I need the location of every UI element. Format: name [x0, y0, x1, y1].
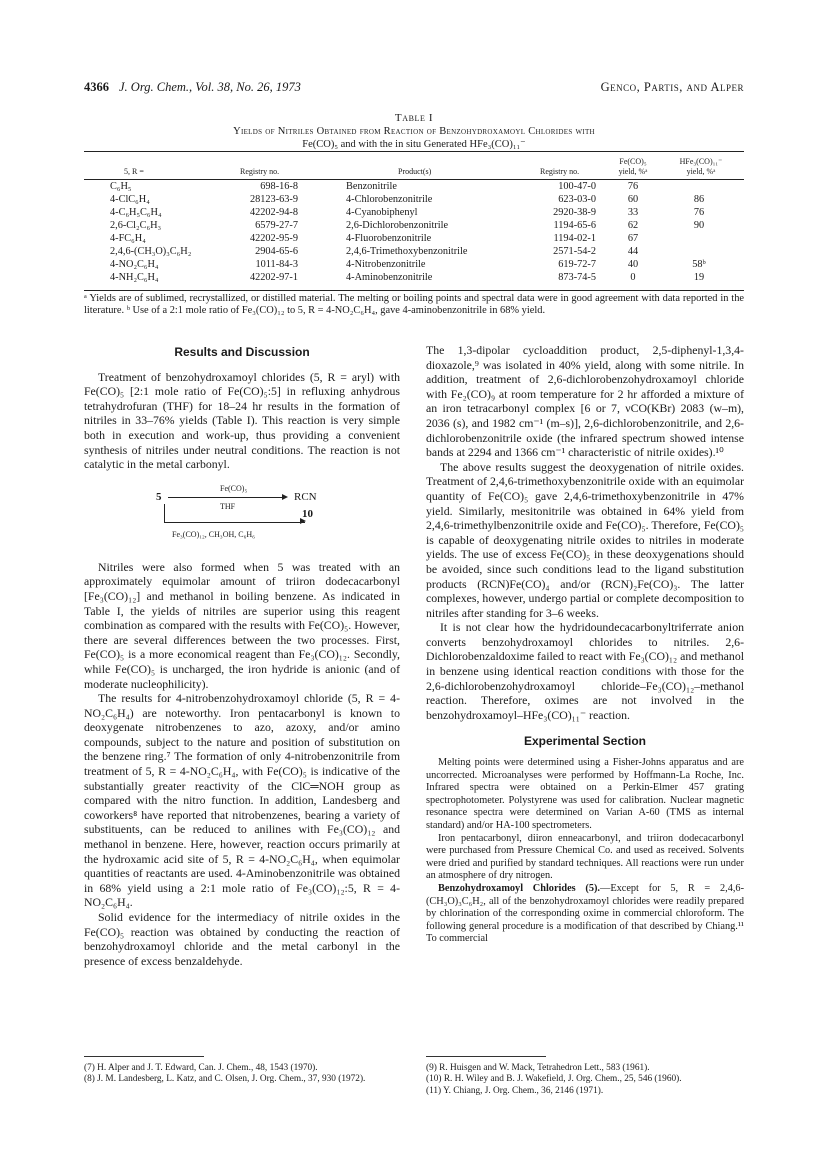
footnote: (9) R. Huisgen and W. Mack, Tetrahedron Lett., 583 (1961). — [426, 1063, 650, 1073]
cell-substituent: 2,6-Cl₂C₆H₃ — [110, 220, 162, 231]
cell-yield-fe-co5: 33 — [627, 207, 639, 218]
cell-substituent: C₆H₅ — [110, 181, 132, 192]
table-top-rule — [84, 151, 744, 152]
footnote: (11) Y. Chiang, J. Org. Chem., 36, 2146 (1971). — [426, 1085, 604, 1096]
header-product: Product(s) — [398, 167, 432, 176]
footnote-rule-left — [84, 1056, 204, 1057]
table-row — [84, 220, 744, 232]
scheme-reagent-bottom: Fe₃(CO)₁₂, CH₃OH, C₆H₆ — [172, 529, 255, 539]
table-bottom-rule — [84, 290, 744, 291]
cell-yield-fe-co5: 44 — [627, 246, 639, 257]
running-head-left — [84, 80, 301, 95]
page-number: 4366 — [84, 80, 109, 94]
table-row — [84, 233, 744, 245]
footnote: (8) J. M. Landesberg, L. Katz, and C. Olsen, J. Org. Chem., 37, 930 (1972). — [84, 1074, 366, 1085]
cell-substituent: 4-FC₆H₄ — [110, 233, 146, 244]
cell-yield-fe-co5: 0 — [630, 272, 636, 283]
cell-registry-2: 100-47-0 — [558, 181, 596, 192]
scheme-solvent: THF — [220, 501, 236, 511]
cell-yield-hfe3: 58ᵇ — [692, 259, 706, 270]
footnote-rule-right — [426, 1056, 546, 1057]
paragraph-body: —Except for 5, R = 2,4,6-(CH₃O)₃C₆H₂, all of the benzohydroxamoyl chlorides were readily prepared by chlorination of the corresponding oxime in commercial chloroform. The following general procedure is a modification of that described by Chiang.¹¹ To commercial — [426, 882, 745, 945]
footnotes-left — [84, 1063, 400, 1086]
cell-substituent: 4-NO₂C₆H₄ — [110, 259, 159, 270]
subheading: Benzohydroxamoyl Chlorides (5). — [438, 882, 601, 894]
cell-registry: 28123-63-9 — [249, 194, 298, 205]
cell-registry: 42202-94-8 — [249, 207, 298, 218]
cell-registry-2: 2920-38-9 — [553, 207, 596, 218]
paragraph — [426, 883, 744, 946]
header-registry-2: Registry no. — [540, 167, 580, 176]
cell-registry-2: 619-72-7 — [558, 259, 596, 270]
cell-registry-2: 1194-65-6 — [553, 220, 596, 231]
cell-registry: 6579-27-7 — [255, 220, 298, 231]
cell-yield-hfe3: 90 — [693, 220, 705, 231]
cell-yield-hfe3: 19 — [693, 272, 705, 283]
header-yield-fe-co5-unit: yield, %ᵃ — [618, 167, 648, 176]
table-title-line-2: Fe(CO)₅ and with the in situ Generated HFe₃(CO)₁₁⁻ — [302, 139, 526, 150]
scheme-product: RCN — [294, 490, 317, 503]
reaction-hook-line-icon — [164, 504, 305, 523]
table-label: Table I — [394, 112, 434, 124]
table-row — [84, 272, 744, 284]
header-substituent: 5, R = — [124, 167, 144, 176]
cell-substituent: 2,4,6-(CH₃O)₃C₆H₂ — [110, 246, 192, 257]
cell-registry: 1011-84-3 — [255, 259, 298, 270]
paragraph: The results for 4-nitrobenzohydroxamoyl chloride (5, R = 4-NO₂C₆H₄) are noteworthy. Iron pentacarbonyl is known to deoxygenate nitrobenzenes to azo, azoxy, and/or amino compounds, subject to the nature and position of substitution on the benzene ring.⁷ The formation of only 4-nitrobenzonitrile from treatment of 5, R = 4-NO₂C₆H₄, with Fe(CO)₅ is indicative of the substantially greater reactivity of the ClC═NOH group as compared with the nitro function. In addition, Landesberg and coworkers⁸ have reported that nitrobenzenes, bearing a variety of substituents, can be reduced to anilines with Fe₃(CO)₁₂ and methanol in benzene. Here, however, reaction occurs primarily at the hydroxamic acid site of 5, R = 4-NO₂C₆H₄, when equimolar quantities of reactants are used. 4-Aminobenzonitrile was obtained in 68% yield using a 2:1 mole ratio of Fe₃(CO)₁₂:5, R = 4-NO₂C₆H₄. — [84, 691, 400, 910]
paragraph: Nitriles were also formed when 5 was treated with an approximately equimolar amount of triiron dodecacarbonyl [Fe₃(CO)₁₂] and methanol in boiling benzene. As indicated in Table I, the yields of nitriles are superior using this reagent combination as compared with the results with Fe(CO)₅. However, there are several differences between the two processes. First, Fe(CO)₅ is a more economical reagent than Fe₃(CO)₁₂. Secondly, while Fe(CO)₅ is uncharged, the iron hydride is anionic (and of moderate nucleophilicity). — [84, 559, 400, 691]
cell-yield-hfe3: 76 — [693, 207, 705, 218]
journal-citation: J. Org. Chem., Vol. 38, No. 26, 1973 — [119, 80, 301, 94]
section-title-experimental: Experimental Section — [523, 734, 647, 749]
paragraph: Solid evidence for the intermediacy of nitrile oxides in the Fe(CO)₅ reaction was obtained by conducting the reaction of benzohydroxamoyl chloride and the metal carbonyl in the presence of excess benzaldehyde. — [84, 910, 400, 968]
section-title-results: Results and Discussion — [174, 345, 310, 359]
paragraph: The 1,3-dipolar cycloaddition product, 2,5-diphenyl-1,3,4-dioxazole,⁹ was isolated in 40% yield, along with some nitrile. In addition, treatment of 2,6-dichlorobenzohydroxamoyl chloride with Fe₂(CO)₉ at room temperature for 2 hr afforded a mixture of an iron tetracarbonyl complex [6 or 7, νCO(KBr) 2083 (w–m), 2036 (s), and 1982 cm⁻¹ (m–s)], 2,6-dichlorobenzonitrile, and 2,6-dichlorobenzonitrile oxide (the infrared spectrum showed intense bands at 2294 and 1366 cm⁻¹ characteristic of nitrile oxides).¹⁰ — [426, 343, 744, 460]
cell-product: 2,6-Dichlorobenzonitrile — [346, 220, 449, 231]
cell-substituent: 4-ClC₆H₄ — [110, 194, 150, 205]
cell-registry: 42202-95-9 — [249, 233, 298, 244]
cell-registry: 698-16-8 — [260, 181, 298, 192]
footnote: (7) H. Alper and J. T. Edward, Can. J. Chem., 48, 1543 (1970). — [84, 1063, 318, 1073]
table-caption — [84, 112, 744, 151]
reaction-arrowhead-icon — [300, 518, 306, 524]
table-row — [84, 181, 744, 193]
cell-yield-fe-co5: 60 — [627, 194, 639, 205]
header-yield-fe-co5: Fe(CO)₅ — [619, 157, 647, 166]
cell-product: 2,4,6-Trimethoxybenzonitrile — [346, 246, 468, 257]
cell-yield-fe-co5: 40 — [627, 259, 639, 270]
paragraph: Melting points were determined using a Fisher-Johns apparatus and are uncorrected. Microanalyses were performed by Hoffmann-La Roche, Inc. Infrared spectra were obtained on a Perkin-Elmer 457 grating spectrophotometer. Polystyrene was used for calibration. Nuclear magnetic resonance spectra were determined on Varian A-60 (TMS as internal standard) and/or HA-100 spectrometers. — [426, 757, 744, 831]
reaction-arrow-icon — [168, 497, 286, 498]
reaction-scheme — [84, 482, 400, 548]
table-header-rule — [84, 179, 744, 180]
paragraph: Iron pentacarbonyl, diiron enneacarbonyl, and triiron dodecacarbonyl were purchased from Pressure Chemical Co. and used as received. Solvents were dried and purified by standard techniques. All reactions were run under an atmosphere of dry nitrogen. — [426, 832, 744, 882]
cell-substituent: 4-C₆H₅C₆H₄ — [110, 207, 162, 218]
paragraph: Treatment of benzohydroxamoyl chlorides (5, R = aryl) with Fe(CO)₅ [2:1 mole ratio of Fe(CO)₅:5] in refluxing anhydrous tetrahydrofuran (THF) for 18–24 hr results in the formation of nitriles in 33–76% yields (Table I). This reaction is very simple both in execution and work-up, thus providing a convenient synthesis of nitriles under neutral conditions. The reaction is not catalytic in the metal carbonyl. — [84, 369, 400, 472]
cell-registry-2: 2571-54-2 — [553, 246, 596, 257]
table-header — [84, 156, 744, 178]
cell-registry: 42202-97-1 — [249, 272, 298, 283]
cell-yield-fe-co5: 67 — [627, 233, 639, 244]
cell-registry-2: 1194-02-1 — [553, 233, 596, 244]
paragraph: The above results suggest the deoxygenation of nitrile oxides. Treatment of 2,4,6-trimethoxybenzonitrile oxide with an equimolar quantity of Fe(CO)₅ gave 2,4,6-trimethoxybenzonitrile in 47% yield. Similarly, mesitonitrile was obtained in 64% yield from 2,4,6-trimethylbenzonitrile oxide and Fe(CO)₅. Therefore, Fe(CO)₅ is capable of deoxygenating nitrile oxides to nitriles in moderate yields. The use of excess Fe(CO)₅ in these deoxygenations should be avoided, since such conditions lead to the ligand substitution products (RCN)Fe(CO)₄ and/or (RCN)₂Fe(CO)₃. The latter complexes, however, undergo partial or complete decomposition to nitriles after standing for 3–6 weeks. — [426, 459, 744, 620]
cell-product: Benzonitrile — [346, 181, 397, 192]
cell-yield-hfe3: 86 — [693, 194, 705, 205]
cell-product: 4-Cyanobiphenyl — [346, 207, 418, 218]
footnotes-right — [426, 1063, 744, 1097]
cell-substituent: 4-NH₂C₆H₄ — [110, 272, 159, 283]
footnote: (10) R. H. Wiley and B. J. Wakefield, J. Org. Chem., 25, 546 (1960). — [426, 1074, 682, 1085]
header-yield-hfe3-unit: yield, %ᵃ — [686, 167, 716, 176]
header-yield-hfe3: HFe₃(CO)₁₁⁻ — [679, 157, 723, 166]
table-row — [84, 194, 744, 206]
cell-product: 4-Aminobenzonitrile — [346, 272, 433, 283]
table-footnote: ᵃ Yields are of sublimed, recrystallized, or distilled material. The melting or boiling points and spectral data were in good agreement with data reported in the literature. ᵇ Use of a 2:1 mole ratio of Fe₃(CO)₁₂ to 5, R = 4-NO₂C₆H₄, gave 4-aminobenzonitrile in 68% yield. — [84, 293, 744, 316]
running-head — [84, 80, 744, 96]
cell-registry-2: 873-74-5 — [558, 272, 596, 283]
experimental-text — [426, 757, 744, 946]
header-registry: Registry no. — [240, 167, 280, 176]
cell-product: 4-Nitrobenzonitrile — [346, 259, 426, 270]
table-row — [84, 246, 744, 258]
scheme-reagent-top: Fe(CO)₅ — [220, 483, 248, 493]
paragraph: It is not clear how the hydridoundecacarbonyltriferrate anion converts benzohydroxamoyl chlorides to nitriles. 2,6-Dichlorobenzaldoxime failed to react with Fe₃(CO)₁₂ and methanol in benzene using identical reaction conditions with those for the 2,6-dichlorobenzohydroxamoyl chloride–Fe₃(CO)₁₂–methanol reaction. Therefore, oximes are not involved in the benzohydroxamoyl–HFe₃(CO)₁₁⁻ reaction. — [426, 620, 744, 722]
scheme-product-number: 10 — [302, 507, 313, 520]
right-column — [426, 343, 744, 946]
cell-product: 4-Fluorobenzonitrile — [346, 233, 432, 244]
cell-registry: 2904-65-6 — [255, 246, 298, 257]
table-title-line-1: Yields of Nitriles Obtained from Reaction of Benzohydroxamoyl Chlorides with — [233, 126, 595, 137]
table-row — [84, 207, 744, 219]
cell-product: 4-Chlorobenzonitrile — [346, 194, 433, 205]
cell-yield-fe-co5: 62 — [627, 220, 639, 231]
cell-registry-2: 623-03-0 — [558, 194, 596, 205]
scheme-reactant: 5 — [156, 490, 162, 503]
table-row — [84, 259, 744, 271]
cell-yield-fe-co5: 76 — [627, 181, 639, 192]
running-head-authors: Genco, Partis, and Alper — [600, 80, 744, 94]
left-column — [84, 343, 400, 968]
